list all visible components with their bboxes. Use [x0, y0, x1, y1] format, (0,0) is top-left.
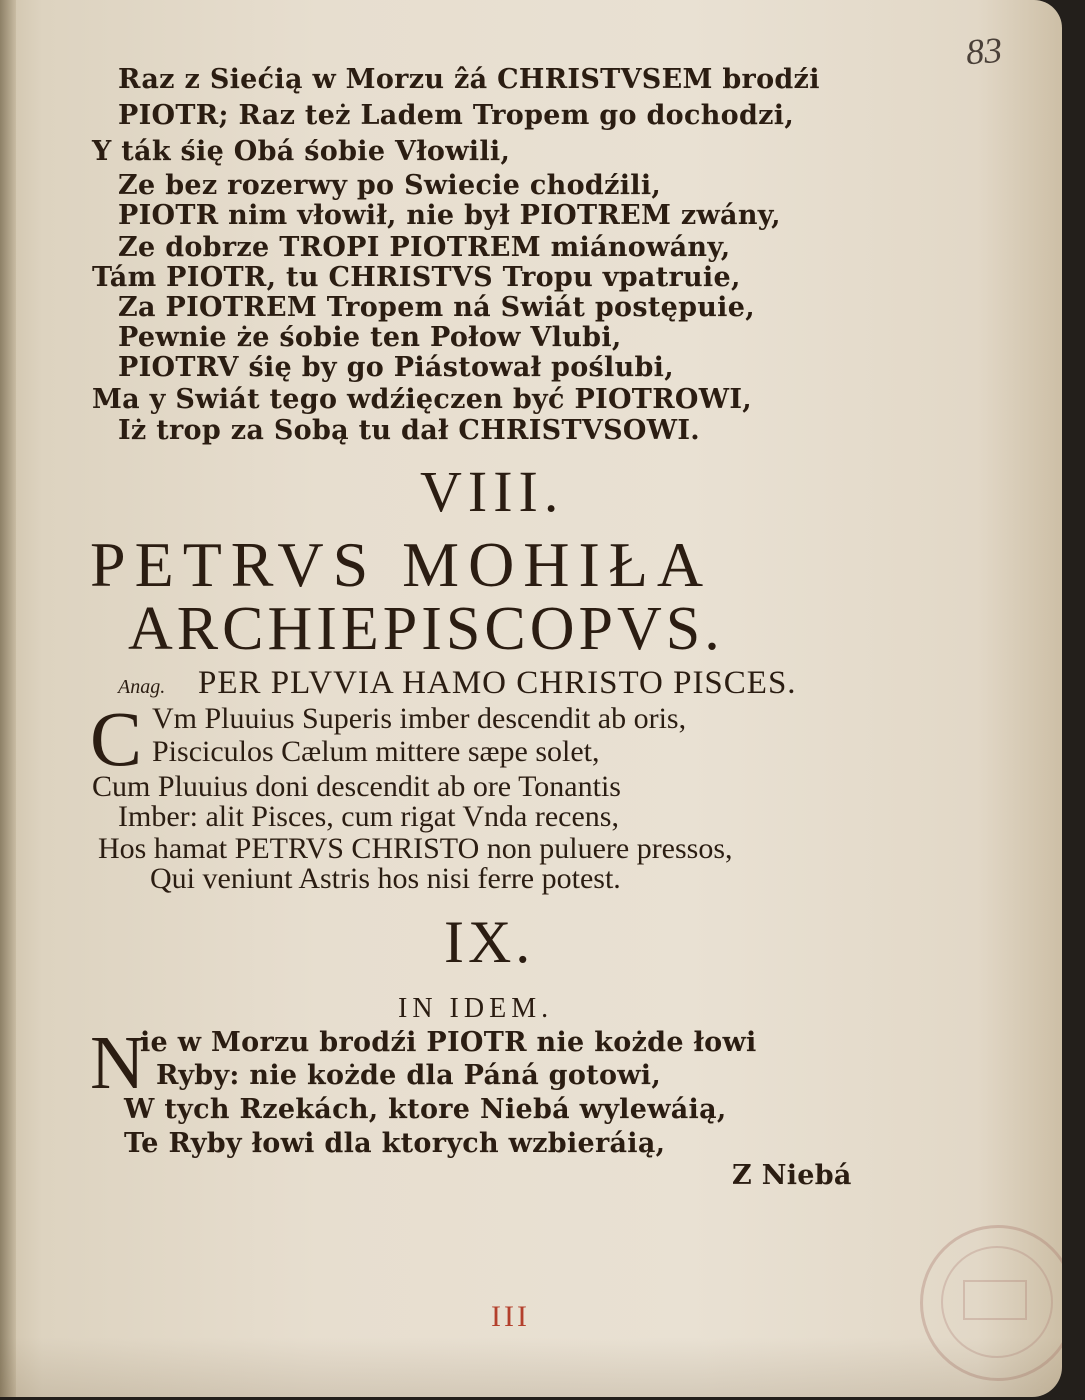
- library-stamp-book-icon: [963, 1280, 1027, 1320]
- latin-line-5: Hos hamat PETRVS CHRISTO non puluere pressos,: [98, 832, 733, 865]
- latin-line-1: Vm Pluuius Superis imber descendit ab oris,: [152, 702, 687, 735]
- poem-line-9: Pewnie że śobie ten Połow Vlubi,: [118, 322, 622, 353]
- poem-line-1: Raz z Siećią w Morzu ẑá CHRISTVSEM brodźi: [118, 64, 820, 95]
- library-stamp: [920, 1225, 1062, 1381]
- poem2-line-2: Ryby: nie kożde dla Páná gotowi,: [156, 1060, 662, 1091]
- latin-line-6: Qui veniunt Astris hos nisi ferre potest.: [150, 862, 621, 895]
- poem-line-5: PIOTR nim vłowił, nie był PIOTREM zwány,: [118, 200, 781, 231]
- poem2-line-3: W tych Rzekách, ktore Niebá wylewáią,: [124, 1094, 727, 1125]
- latin-line-3: Cum Pluuius doni descendit ab ore Tonantis: [92, 770, 621, 803]
- poem2-line-1: ie w Morzu brodźi PIOTR nie kożde łowi: [140, 1027, 757, 1058]
- poem-line-3: Y ták śię Obá śobie Vłowili,: [92, 136, 511, 167]
- catchword: Z Niebá: [732, 1160, 852, 1191]
- poem2-line-4: Te Ryby łowi dla ktorych wzbieráią,: [124, 1128, 666, 1159]
- poem-line-6: Ze dobrze TROPI PIOTREM miánowány,: [118, 232, 731, 263]
- poem-line-4: Ze bez rozerwy po Swiecie chodźili,: [118, 170, 662, 201]
- heading-petrus-mohila: PETRVS MOHIŁA: [90, 529, 713, 600]
- signature-mark: III: [491, 1300, 530, 1333]
- folio-number: 83: [964, 29, 1004, 73]
- in-idem-heading: IN IDEM.: [398, 993, 554, 1024]
- anagram-label: Anag.: [118, 676, 166, 698]
- drop-initial-c: C: [90, 695, 143, 782]
- section-number-viii: VIII.: [420, 459, 565, 524]
- section-number-ix: IX.: [444, 909, 535, 975]
- poem-line-2: PIOTR; Raz też Ladem Tropem go dochodzi,: [118, 100, 795, 131]
- poem-line-8: Za PIOTREM Tropem ná Swiát postępuie,: [118, 292, 755, 323]
- drop-initial-n: N: [90, 1021, 145, 1105]
- anagram-text: PER PLVVIA HAMO CHRISTO PISCES.: [198, 665, 797, 701]
- heading-archiepiscopus: ARCHIEPISCOPVS.: [128, 595, 724, 663]
- poem-line-12: Iż trop za Sobą tu dał CHRISTVSOWI.: [118, 415, 700, 446]
- latin-line-4: Imber: alit Pisces, cum rigat Vnda recens,: [118, 800, 619, 833]
- poem-line-11: Ma y Swiát tego wdźięczen być PIOTROWI,: [92, 384, 753, 415]
- poem-line-10: PIOTRV śię by go Piástował poślubi,: [118, 352, 674, 383]
- poem-line-7: Tám PIOTR, tu CHRISTVS Tropu vpatruie,: [92, 262, 741, 293]
- latin-line-2: Pisciculos Cælum mittere sæpe solet,: [152, 735, 600, 768]
